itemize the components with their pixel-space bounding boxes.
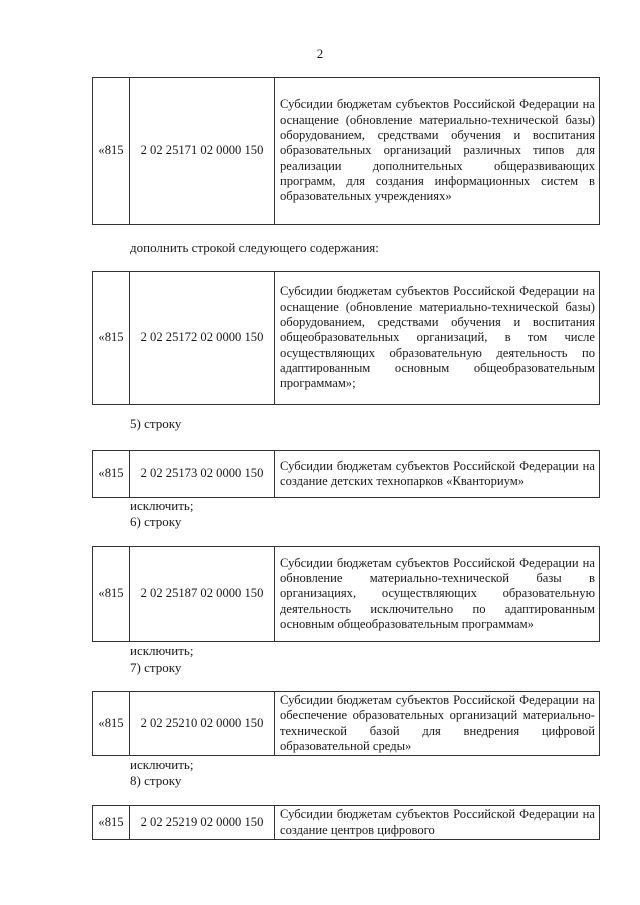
paragraph-text: 5) строку	[130, 416, 182, 431]
row-description: Субсидии бюджетам субъектов Российской Федерации на оснащение (обновление материально-технической базы) оборудованием, средствами обучения и воспитания общеобразовательных организаций, в том числе осуществляющих образовательную деятельность по адаптированным основным общеобразовательным программам»;	[275, 272, 600, 405]
table-row	[92, 271, 600, 405]
paragraph-text: 8) строку	[130, 773, 182, 788]
paragraph-text: исключить;	[130, 498, 194, 513]
row-description: Субсидии бюджетам субъектов Российской Федерации на создание центров цифрового	[275, 806, 600, 840]
paragraph-text: исключить;	[130, 643, 194, 658]
row-mark: «815	[93, 692, 130, 756]
budget-code: 2 02 25219 02 0000 150	[130, 806, 275, 840]
paragraph-text: 6) строку	[130, 514, 182, 529]
table-row	[92, 805, 600, 840]
table-row	[92, 77, 600, 225]
budget-code: 2 02 25173 02 0000 150	[130, 451, 275, 498]
paragraph-text: 7) строку	[130, 660, 182, 675]
row-mark: «815	[93, 547, 130, 642]
row-mark: «815	[93, 806, 130, 840]
table-row	[92, 691, 600, 756]
page-number: 2	[316, 46, 324, 61]
table-row	[92, 546, 600, 642]
paragraph-text: дополнить строкой следующего содержания:	[130, 240, 379, 255]
budget-code: 2 02 25210 02 0000 150	[130, 692, 275, 756]
row-mark: «815	[93, 451, 130, 498]
row-description: Субсидии бюджетам субъектов Российской Федерации на создание детских технопарков «Кванториум»	[275, 451, 600, 498]
row-description: Субсидии бюджетам субъектов Российской Федерации на оснащение (обновление материально-технической базы) оборудованием, средствами обучения и воспитания образовательных организаций различных типов для реализации дополнительных общеразвивающих программ, для создания информационных систем в образовательных учреждениях»	[275, 78, 600, 225]
paragraph-text: исключить;	[130, 757, 194, 772]
table-row	[92, 450, 600, 498]
row-mark: «815	[93, 78, 130, 225]
row-mark: «815	[93, 272, 130, 405]
budget-code: 2 02 25171 02 0000 150	[130, 78, 275, 225]
budget-code: 2 02 25187 02 0000 150	[130, 547, 275, 642]
budget-code: 2 02 25172 02 0000 150	[130, 272, 275, 405]
row-description: Субсидии бюджетам субъектов Российской Федерации на обновление материально-технической базы в организациях, осуществляющих образовательную деятельность исключительно по адаптированным основным общеобразовательным программам»	[275, 547, 600, 642]
row-description: Субсидии бюджетам субъектов Российской Федерации на обеспечение образовательных организаций материально-технической базой для внедрения цифровой образовательной среды»	[275, 692, 600, 756]
